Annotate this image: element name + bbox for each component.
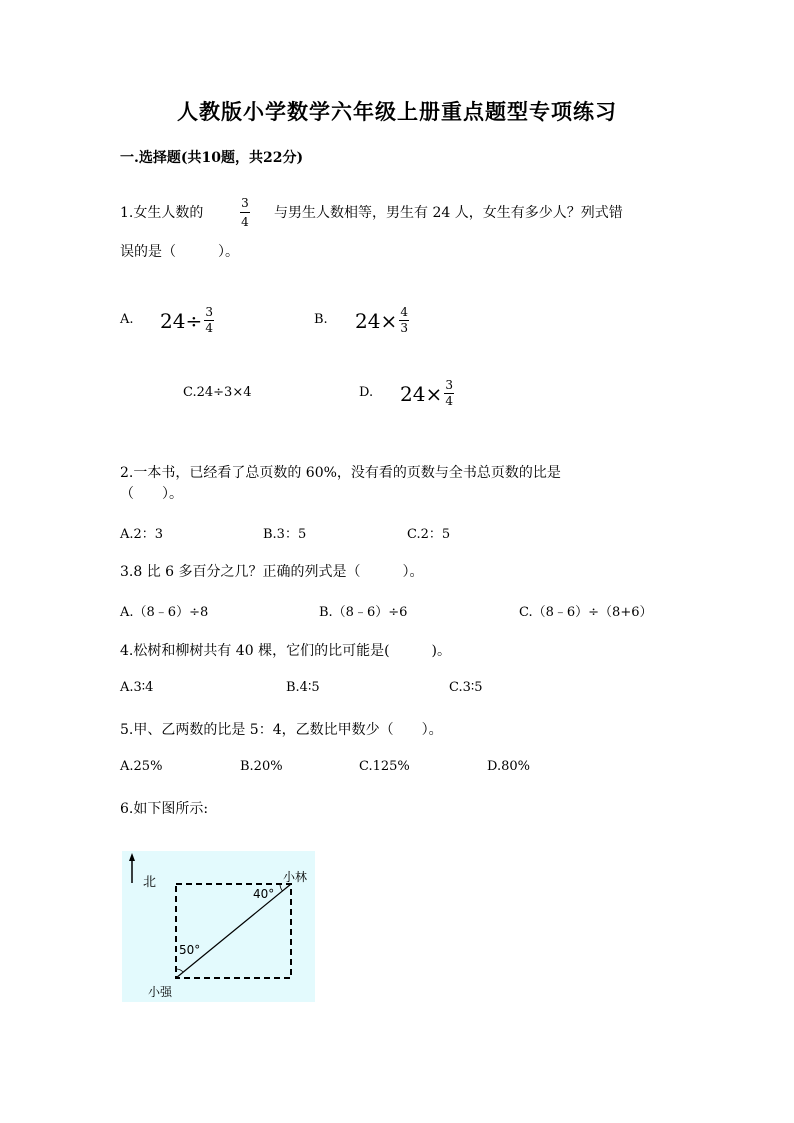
q4-option-c: C.3∶5 [449, 680, 483, 695]
xiaoqiang-label: 小强 [148, 985, 173, 999]
q1-option-d-base: 24 [400, 381, 426, 406]
q1-option-c: C.24÷3×4 [183, 385, 252, 400]
q2-option-a: A.2：3 [120, 527, 164, 542]
north-arrow-head-icon [129, 853, 135, 861]
angle-arc-bottom [176, 969, 183, 972]
q1-text-line2: 误的是（ ）。 [120, 244, 239, 260]
page-title: 人教版小学数学六年级上册重点题型专项练习 [177, 99, 617, 124]
q5-text: 5.甲、乙两数的比是 5：4，乙数比甲数少（ ）。 [120, 722, 443, 738]
q1-option-b-den: 3 [400, 321, 409, 335]
q1-option-b-fraction [399, 306, 409, 335]
q2-option-c: C.2：5 [407, 527, 451, 542]
q1-option-d-den: 4 [445, 394, 454, 408]
q4-text: 4.松树和柳树共有 40 棵，它们的比可能是( )。 [120, 643, 451, 659]
section-heading: 一.选择题(共10题，共22分) [120, 150, 304, 166]
q1-option-a-operator: ÷ [185, 308, 203, 333]
q5-option-d: D.80% [487, 759, 530, 774]
q1-option-b-num: 4 [400, 305, 409, 319]
q4-option-b: B.4∶5 [286, 680, 320, 695]
q1-option-b-label: B. [314, 312, 328, 327]
angle-50-label: 50° [179, 943, 201, 957]
q1-option-d-label: D. [359, 385, 374, 400]
q2-option-b: B.3：5 [263, 527, 307, 542]
q5-option-b: B.20% [240, 759, 283, 774]
q1-option-d-expression [400, 379, 454, 408]
q2-text-line2: （ ）。 [120, 486, 183, 502]
angle-40-label: 40° [253, 887, 275, 901]
q1-option-a-den: 4 [205, 321, 214, 335]
q1-fraction-numerator: 3 [241, 196, 249, 210]
north-label: 北 [143, 875, 157, 890]
q1-option-d-num: 3 [445, 378, 454, 392]
q2-text: 2.一本书，已经看了总页数的 60%，没有看的页数与全书总页数的比是 [120, 465, 561, 481]
q5-option-c: C.125% [359, 759, 410, 774]
q3-option-c: C.（8﹣6）÷（8+6） [519, 605, 653, 620]
q1-option-b-operator: × [380, 308, 398, 333]
q3-option-b: B.（8﹣6）÷6 [319, 605, 408, 620]
q1-option-a-label: A. [120, 312, 134, 327]
q3-option-a: A.（8﹣6）÷8 [120, 605, 209, 620]
q5-option-a: A.25% [120, 759, 163, 774]
q1-option-d-fraction [444, 379, 454, 408]
direction-figure [122, 851, 315, 1002]
xiaolin-label: 小林 [283, 870, 308, 884]
q1-option-a-num: 3 [205, 305, 214, 319]
q1-option-d-operator: × [425, 381, 443, 406]
q1-option-b-base: 24 [355, 308, 381, 333]
q1-option-a-fraction [204, 306, 214, 335]
q1-option-a-expression [160, 306, 214, 335]
q1-fraction-denominator: 4 [241, 215, 249, 229]
q4-option-a: A.3∶4 [120, 680, 154, 695]
q1-text-after: 与男生人数相等，男生有 24 人，女生有多少人？列式错 [274, 205, 623, 221]
q1-option-b-expression [355, 306, 409, 335]
q1-option-a-base: 24 [160, 308, 186, 333]
q1-text-before: 1.女生人数的 [120, 205, 204, 221]
angle-arc-top [280, 884, 283, 891]
q3-text: 3.8 比 6 多百分之几？正确的列式是（ ）。 [120, 564, 424, 580]
q1-fraction [240, 196, 250, 229]
q6-text: 6.如下图所示: [120, 801, 209, 817]
